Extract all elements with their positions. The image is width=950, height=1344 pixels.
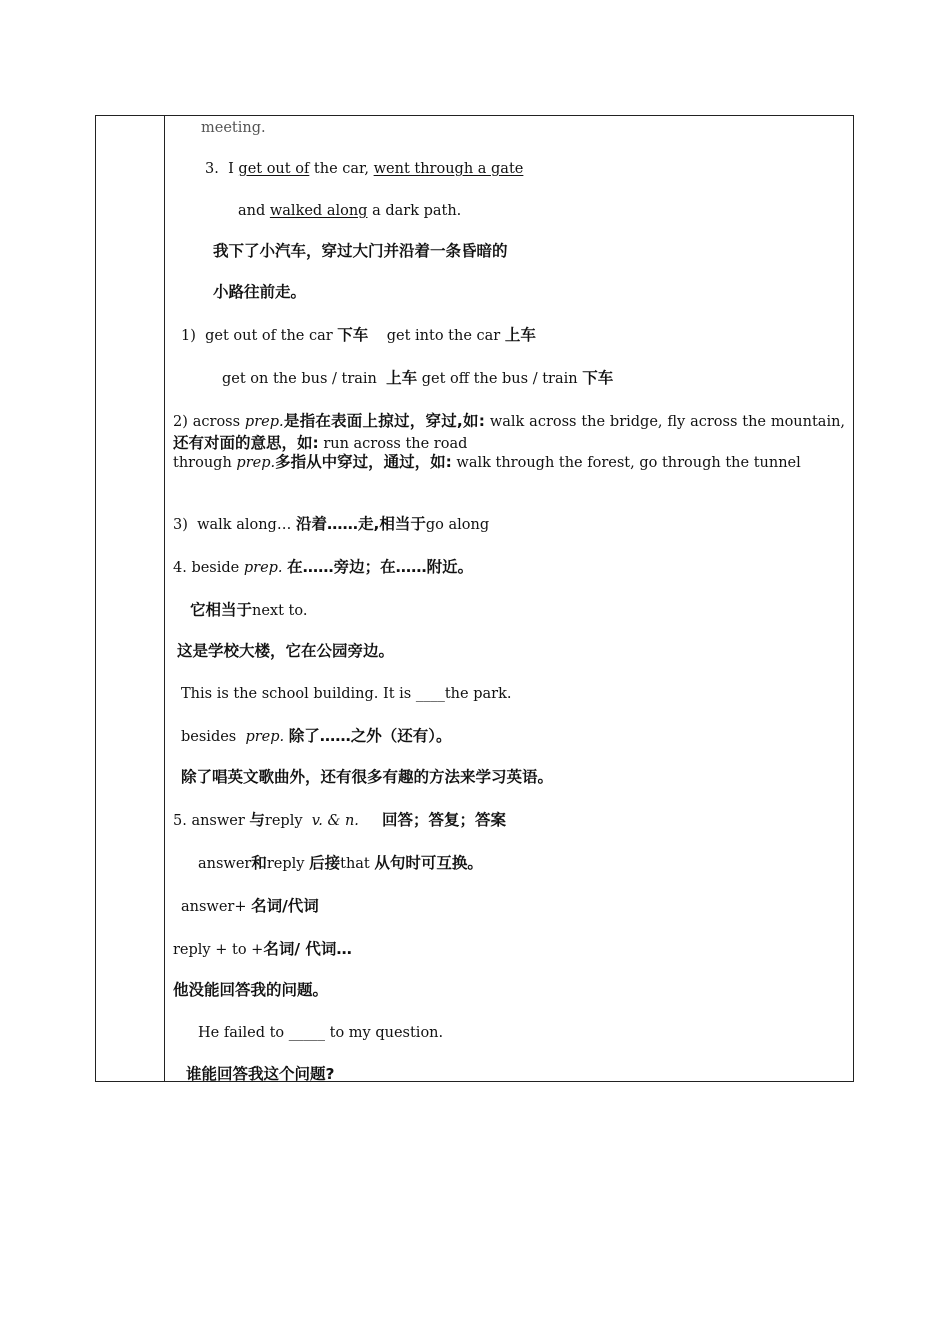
table-frame <box>95 115 854 1082</box>
translation-line-1: 我下了小汽车，穿过大门并沿着一条昏暗的 <box>213 242 508 260</box>
note-1-cont: get on the bus / train 上车 get off the bus / train 下车 <box>222 369 614 387</box>
note-5: 5. answer 与reply v. & n. 回答；答复；答案 <box>173 811 506 829</box>
note-5-interchange: answer和reply 后接that 从句时可互换。 <box>198 854 483 872</box>
translation-line-2: 小路往前走。 <box>213 283 307 301</box>
note-4-besides: besides prep. 除了……之外（还有）。 <box>181 727 452 745</box>
note-4-besides-example: 除了唱英文歌曲外，还有很多有趣的方法来学习英语。 <box>181 768 554 786</box>
note-5-answer-usage: answer+ 名词/代词 <box>181 897 319 915</box>
note-4: 4. beside prep. 在……旁边；在……附近。 <box>173 558 474 576</box>
note-2-through: through prep.多指从中穿过，通过，如: walk through the forest, go through the tunnel <box>173 453 801 471</box>
note-5-example-en: He failed to _____ to my question. <box>198 1025 444 1041</box>
note-5-reply-usage: reply + to +名词/ 代词… <box>173 940 352 958</box>
column-divider <box>164 115 165 1082</box>
note-4-example-zh: 这是学校大楼，它在公园旁边。 <box>177 642 395 660</box>
sentence-3: 3. I get out of the car, went through a gate <box>205 161 524 177</box>
note-2-across: 2) across prep.是指在表面上掠过，穿过,如: walk across the bridge, fly across the mountain, 还有对面的意思，如: run across the road <box>173 412 846 452</box>
note-1: 1) get out of the car 下车 get into the car 上车 <box>181 326 536 344</box>
note-3: 3) walk along… 沿着……走,相当于go along <box>173 515 490 533</box>
text-meeting: meeting. <box>201 120 266 136</box>
note-4-equiv: 它相当于next to. <box>190 601 308 619</box>
sentence-3-cont: and walked along a dark path. <box>238 203 462 219</box>
note-5-example-zh: 他没能回答我的问题。 <box>173 981 329 999</box>
note-4-example-en: This is the school building. It is ____the park. <box>181 686 512 702</box>
note-5-question-zh: 谁能回答我这个问题? <box>186 1065 335 1083</box>
